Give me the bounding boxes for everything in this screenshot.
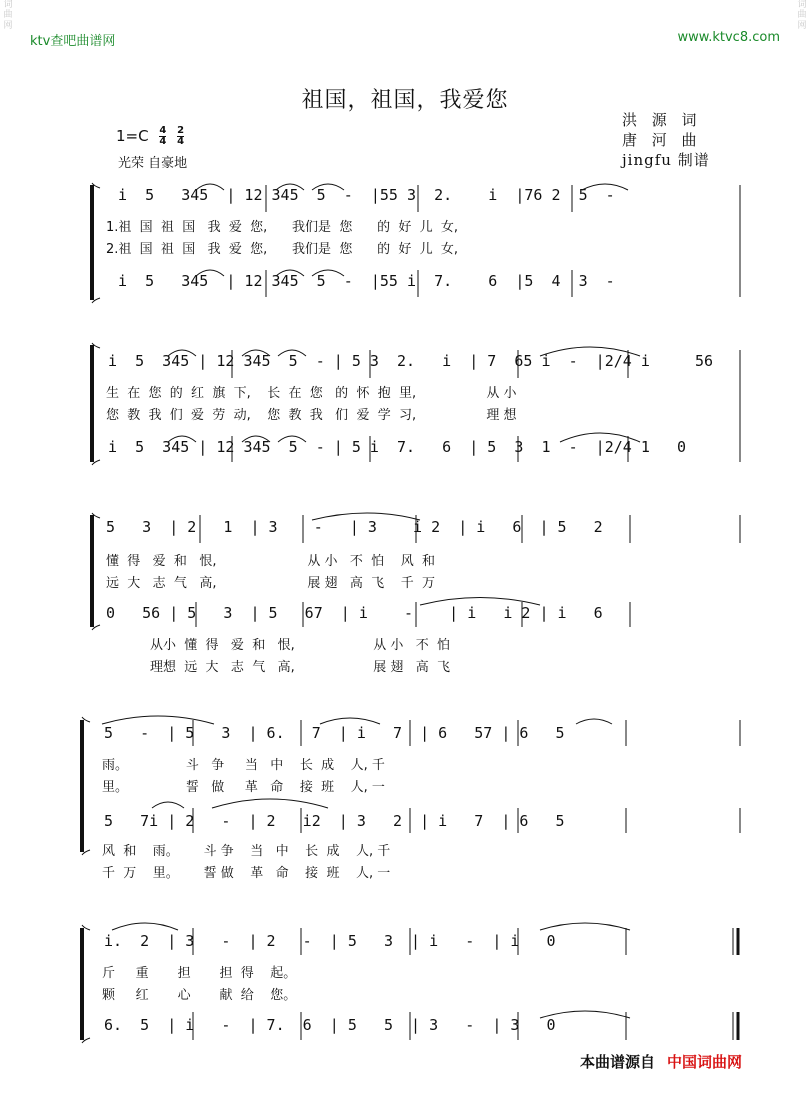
system-3-lyric-1: 懂 得 爱 和 恨, 从 小 不 怕 风 和 (106, 554, 435, 569)
system-2-lyric-1: 生 在 您 的 红 旗 下, 长 在 您 的 怀 抱 里, 从 小 (106, 386, 517, 401)
system-4-lyric-2: 里。 誓 做 革 命 接 班 人, 一 (102, 780, 385, 795)
watermark-left: 词 曲 网 (3, 0, 13, 31)
time-sig-2-num: 2 (177, 125, 185, 136)
system-1-lower-notes: i 5 345 | 12 345 5 - |55 i 7. 6 |5 4 3 - (118, 272, 615, 290)
watermark-right: 词 曲 网 (797, 0, 807, 31)
source-site-link[interactable]: 中国词曲网 (667, 1053, 743, 1071)
system-4-lower-notes: 5 7i | 2 - | 2 i2 | 3 2 | i 7 | 6 5 (104, 812, 565, 830)
site-link-left[interactable]: ktv查吧曲谱网 (30, 34, 116, 49)
system-4-lower-lyric-1: 风 和 雨。 斗 争 当 中 长 成 人, 千 (102, 844, 391, 859)
system-3-lyric-2: 远 大 志 气 高, 展 翅 高 飞 千 万 (106, 576, 435, 591)
system-3-upper-notes: 5 3 | 2 1 | 3 - | 3 i 2 | i 6 | 5 2 (106, 518, 603, 536)
composer: 唐 河 曲 (622, 131, 702, 149)
source-footer (580, 1051, 742, 1072)
system-5-lower-notes: 6. 5 | i - | 7. 6 | 5 5 | 3 - | 3 0 (104, 1016, 556, 1034)
arranger: jingfu 制谱 (622, 151, 710, 169)
system-1-lyric-2: 2.祖 国 祖 国 我 爱 您, 我们是 您 的 好 儿 女, (106, 242, 459, 257)
time-sig-2-den: 4 (177, 136, 185, 147)
system-1-upper-notes: i 5 345 | 12 345 5 - |55 3 2. i |76 2 5 - (118, 186, 615, 204)
tempo-marking: 光荣 自豪地 (118, 156, 188, 171)
system-4-lyric-1: 雨。 斗 争 当 中 长 成 人, 千 (102, 758, 385, 773)
system-4-upper-notes: 5 - | 5 3 | 6. 7 | i 7 | 6 57 | 6 5 (104, 724, 565, 742)
system-4-lower-lyric-2: 千 万 里。 誓 做 革 命 接 班 人, 一 (102, 866, 391, 881)
time-sig-1-num: 4 (159, 125, 167, 136)
system-1-lyric-1: 1.祖 国 祖 国 我 爱 您, 我们是 您 的 好 儿 女, (106, 220, 459, 235)
system-5-upper-notes: i. 2 | 3 - | 2 - | 5 3 | i - | i 0 (104, 932, 556, 950)
time-sig-1-den: 4 (159, 136, 167, 147)
system-5-lyric-1: 斤 重 担 担 得 起。 (102, 966, 297, 981)
source-label: 本曲谱源自 (580, 1053, 656, 1071)
system-2-lower-notes: i 5 345 | 12 345 5 - | 5 i 7. 6 | 5 3 1 - |2/4 1 0 (108, 438, 686, 456)
site-link-right[interactable]: www.ktvc8.com (677, 30, 780, 45)
system-3-lower-notes: 0 56 | 5 3 | 5 67 | i - | i i 2 | i 6 (106, 604, 603, 622)
song-title: 祖国，祖国，我爱您 (301, 88, 509, 113)
system-5-lyric-2: 颗 红 心 献 给 您。 (102, 988, 297, 1003)
key-label: 1=C (116, 127, 149, 145)
system-3-lower-lyric-2: 理想 远 大 志 气 高, 展 翅 高 飞 (150, 660, 451, 675)
system-3-lower-lyric-1: 从小 懂 得 爱 和 恨, 从 小 不 怕 (150, 638, 451, 653)
lyricist: 洪 源 词 (622, 111, 702, 129)
system-2-upper-notes: i 5 345 | 12 345 5 - | 5 3 2. i | 7 65 i - |2/4 i 56 (108, 352, 714, 370)
system-2-lyric-2: 您 教 我 们 爱 劳 动, 您 教 我 们 爱 学 习, 理 想 (106, 408, 517, 423)
